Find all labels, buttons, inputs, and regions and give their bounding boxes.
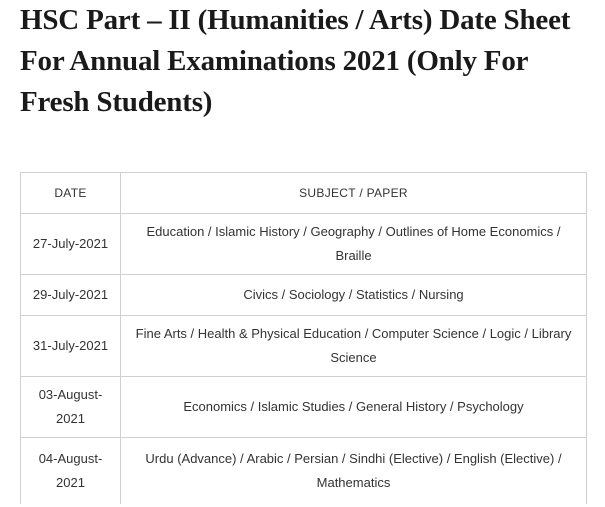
table-row bbox=[21, 316, 587, 377]
row-date: 04-August-2021 bbox=[21, 438, 121, 505]
table-row bbox=[21, 377, 587, 438]
row-date: 27-July-2021 bbox=[21, 214, 121, 275]
header-date: DATE bbox=[21, 173, 121, 214]
page-title: HSC Part – II (Humanities / Arts) Date Sheet For Annual Examinations 2021 (Only For Fresh Students) bbox=[20, 4, 571, 118]
date-sheet-table bbox=[20, 172, 587, 504]
table-header-row bbox=[21, 173, 587, 214]
row-subjects: Education / Islamic History / Geography / Outlines of Home Economics / Braille bbox=[121, 214, 587, 275]
row-date: 03-August-2021 bbox=[21, 377, 121, 438]
row-date: 29-July-2021 bbox=[21, 275, 121, 316]
row-subjects: Civics / Sociology / Statistics / Nursing bbox=[121, 275, 587, 316]
row-subjects: Fine Arts / Health & Physical Education / Computer Science / Logic / Library Science bbox=[121, 316, 587, 377]
header-subject: SUBJECT / PAPER bbox=[121, 173, 587, 214]
row-date: 31-July-2021 bbox=[21, 316, 121, 377]
table-row bbox=[21, 275, 587, 316]
row-subjects: Urdu (Advance) / Arabic / Persian / Sindhi (Elective) / English (Elective) / Mathematics bbox=[121, 438, 587, 505]
table-row bbox=[21, 214, 587, 275]
table-row bbox=[21, 438, 587, 505]
row-subjects: Economics / Islamic Studies / General History / Psychology bbox=[121, 377, 587, 438]
